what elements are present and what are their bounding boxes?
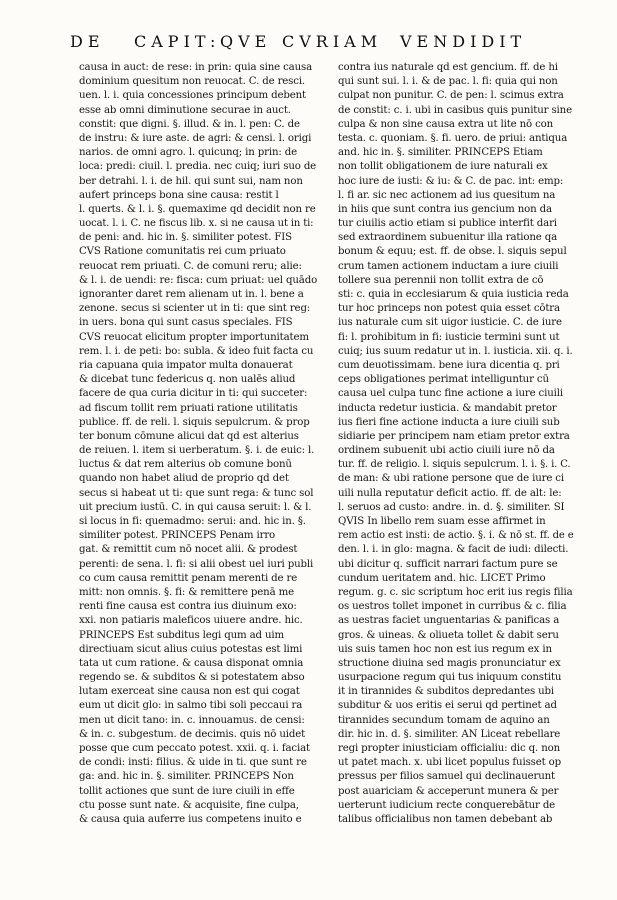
text-line: in uers. bona qui sunt casus speciales. FIS [79, 317, 293, 329]
text-line: testa. c. quoniam. §. fi. uero. de priui: antiqua [338, 132, 568, 144]
text-line: ber detrahi. l. i. de hil. qui sunt sui, nam non [79, 175, 303, 187]
text-line: regendo se. & subditos & si potestatem abso [79, 672, 305, 684]
text-line: tur hoc princeps non potest quia esset cōtra [338, 303, 560, 315]
text-line: constit: que digni. §. illud. & in. l. pen: C. de [79, 118, 300, 130]
text-line: dominium quesitum non reuocat. C. de resci. [79, 76, 306, 88]
header-word-5: VENDIDIT [400, 32, 527, 51]
text-line: in hiis que sunt contra ius gencium non da [338, 203, 552, 215]
text-line: ius fieri fine actione inducta a iure ciuili sub [338, 416, 560, 428]
text-line: non tollit obligationem de iure naturali ex [338, 161, 548, 173]
text-line: similiter potest. PRINCEPS Penam irro [79, 530, 276, 542]
text-line: facere de qua curia dicitur in ti: qui succeter: [79, 388, 308, 400]
text-line: cum deuotissimam. bene iura dicentia q. pri [338, 359, 560, 371]
header-word-1: DE [70, 32, 105, 51]
text-line: directiuam sicut alius cuius potestas est limi [79, 643, 303, 655]
text-line: renti fine causa est contra ius diuinum exo: [79, 601, 297, 613]
text-line: de condi: insti: filius. & uide in ti. que sunt re [79, 757, 307, 769]
text-line: lutam exerceat sine causa non est qui cogat [79, 686, 300, 698]
text-line: culpa & non sine causa extra ut lite nō con [338, 118, 554, 130]
text-line: & causa quia auferre ius competens inuito e [79, 813, 302, 825]
text-line: rem. l. i. de peti: bo: subla. & ideo fuit facta cu [79, 345, 314, 357]
text-line: publice. ff. de reli. l. siquis sepulcrum. & prop [79, 416, 310, 428]
text-line: cundum ueritatem and. hic. LICET Primo [338, 572, 546, 584]
text-line: subditur & uos eritis ei serui qd pertinet ad [338, 700, 557, 712]
text-line: sidiarie per principem nam etiam pretor extra [338, 430, 570, 442]
text-line: CVS reuocat elicitum propter importunitatem [79, 331, 309, 343]
text-line: uili nulla reputatur deficit actio. ff. de alt: le: [338, 487, 562, 499]
text-line: de reiuen. l. item si uerberatum. §. i. de euic: l. [79, 445, 315, 457]
text-line: secus si habeat ut ti: que sunt rega: & tunc sol [79, 487, 314, 499]
right-text-column [338, 61, 574, 851]
text-line: ut patet mach. x. ubi licet populus fuisset op [338, 757, 561, 769]
text-line: de peni: and. hic in. §. similiter potest. FIS [79, 232, 292, 244]
text-line: ius naturale cum sit uigor iusticie. C. de iure [338, 317, 562, 329]
text-line: loca: predi: ciuil. l. predia. nec cuiq; iuri suo de [79, 161, 317, 173]
text-line: perenti: de sena. l. fi: si alii obest uel iuri publi [79, 558, 314, 570]
text-line: ga: and. hic in. §. similiter. PRINCEPS Non [79, 771, 294, 783]
header-word-2: CAPIT: [134, 32, 221, 51]
text-line: luctus & dat rem alterius ob comune bonū [79, 459, 292, 471]
text-line: bonum & equu; est. ff. de obse. l. siquis sepul [338, 246, 567, 258]
text-line: reuocat rem priuati. C. de comuni reru; alie: [79, 260, 302, 272]
text-line: fi: l. prohibitum in fi: iusticie termini sunt ut [338, 331, 560, 343]
text-line: ordinem subuenit ubi actio ciuili iure nō da [338, 445, 555, 457]
text-line: and. hic in. §. similiter. PRINCEPS Etiam [338, 147, 543, 159]
text-line: l. seruos ad custo: andre. in. d. §. similiter. SI [338, 501, 565, 513]
text-line: narios. de omni agro. l. quicunq; in prin: de [79, 147, 297, 159]
text-line: usurpacione regum qui tus iniquum constitu [338, 672, 562, 684]
text-line: causa uel culpa tunc fine actione a iure ciuili [338, 388, 563, 400]
text-line: esse ab omni diminutione securae in auct. [79, 104, 291, 116]
text-line: ceps obligationes perimat intelliguntur cū [338, 374, 549, 386]
text-line: & dicebat tunc federicus q. non ualēs aliud [79, 374, 296, 386]
text-line: as uestras faciet unguentarias & panificas a [338, 615, 560, 627]
text-line: os uestros tollet imponet in curribus & c. filia [338, 601, 567, 613]
text-line: regum. g. c. sic scriptum hoc erit ius regis filia [338, 586, 573, 598]
text-line: uen. l. i. quia concessiones principum debent [79, 90, 306, 102]
header-word-4: CVRIAM [282, 32, 383, 51]
text-line: talibus officialibus non tamen debebant ab [338, 813, 553, 825]
text-line: xxi. non patiaris maleficos uiuere andre. hic. [79, 615, 303, 627]
text-line: si locus in fi: quemadmo: serui: and. hic in. §. [79, 516, 306, 527]
text-line: ter bonum cōmune alicui dat qd est alterius [79, 430, 299, 442]
text-line: uis suis tamen hoc non est ius regum ex in [338, 643, 552, 655]
text-line: de man: & ubi ratione persone que de iure ci [338, 473, 564, 485]
header-word-3: QVE [220, 32, 272, 51]
text-line: pressus per filios samuel qui declinauerunt [338, 771, 555, 783]
text-line: sti: c. quia in ecclesiarum & quia iusticia reda [338, 289, 569, 300]
text-line: de constit: c. i. ubi in casibus quis punitur sine [338, 104, 572, 116]
text-line: dir. hic in. d. §. similiter. AN Liceat rebellare [338, 728, 561, 740]
text-line: tollit actiones que sunt de iure ciuili in effe [79, 785, 295, 797]
text-line: eum ut dicit glo: in salmo tibi soli peccaui ra [79, 700, 303, 712]
text-line: men ut dicit tano: in. c. innouamus. de censi: [79, 714, 305, 726]
text-line: ubi dicitur q. sufficit narrari factum pure se [338, 558, 558, 570]
text-line: posse que cum peccato potest. xxii. q. i. faciat [79, 743, 310, 754]
text-line: ctu posse sunt nate. & acquisite, fine culpa, [79, 799, 299, 811]
text-line: culpat non punitur. C. de pen: l. scimus extra [338, 90, 564, 102]
text-line: contra ius naturale qd est gencium. ff. de hi [338, 62, 558, 73]
text-line: gros. & uineas. & oliueta tollet & dabit seru [338, 629, 559, 641]
text-line: tur. ff. de religio. l. siquis sepulcrum. l. i. §. i. C. [338, 459, 571, 471]
text-line: PRINCEPS Est subditus legi qum ad uim [79, 629, 285, 641]
text-line: ignoranter daret rem alienam ut in. l. bene a [79, 289, 304, 300]
text-line: inducta redetur iusticia. & mandabit pretor [338, 402, 557, 414]
text-line: tata ut cum ratione. & causa disponat omnia [79, 657, 304, 669]
text-line: tollere sua perennii non tollit extra de cō [338, 274, 544, 286]
text-line: quando non habet aliud de proprio qd det [79, 473, 289, 485]
text-line: causa in auct: de rese: in prin: quia sine causa [79, 62, 313, 73]
text-line: qui sunt sui. l. i. & de pac. l. fi: quia qui non [338, 76, 558, 88]
text-line: CVS Ratione comunitatis rei cum priuato [79, 246, 286, 258]
text-line: aufert princeps bona sine causa: restit l [79, 189, 279, 201]
text-line: uerterunt iudicium recte conquerebātur de [338, 799, 556, 811]
text-line: & in. c. subgestum. de decimis. quis nō uidet [79, 728, 306, 740]
text-line: uit precium iustū. C. in qui causa seruit: l. & l. [79, 501, 312, 513]
text-line: regi propter iniusticiam officialiu: dic q. non [338, 743, 560, 754]
text-line: tirannides secundum tomam de aquino an [338, 714, 550, 726]
text-line: structione diuina sed magis pronunciatur ex [338, 657, 561, 669]
text-line: ad fiscum tollit rem priuati ratione utilitatis [79, 402, 298, 414]
text-line: crum tamen actionem inductam a iure ciuili [338, 260, 559, 272]
running-header [70, 32, 570, 54]
text-line: l. fi ar. sic nec actionem ad ius quesitum na [338, 189, 556, 201]
left-text-column [79, 61, 317, 851]
text-line: it in tirannides & subditos depredantes ubi [338, 686, 555, 698]
text-line: uocat. l. i. C. ne fiscus lib. x. si ne causa ut in ti: [79, 218, 314, 230]
text-line: ria capuana quia impator multa donauerat [79, 359, 293, 371]
text-line: & l. i. de uendi: re: fisca: cum priuat: uel quādo [79, 274, 317, 286]
text-line: zenone. secus si scienter ut in ti: que sint reg: [79, 303, 311, 315]
text-line: l. querts. & l. i. §. quemaxime qd decidit non re [79, 203, 316, 215]
text-line: co cum causa remittit penam merenti de re [79, 572, 298, 584]
text-line: gat. & remittit cum nō nocet alii. & prodest [79, 544, 298, 556]
text-line: de instru: & iure aste. de agri: & censi. l. origi [79, 132, 312, 144]
text-line: rem actio est insti: de actio. §. i. & nō st. ff. de e [338, 530, 574, 542]
text-line: sed extraordinem subuenitur illa ratione qa [338, 232, 558, 244]
text-line: post auariciam & acceperunt munera & per [338, 785, 559, 797]
text-line: tur ciuilis actio etiam si publice interfit dari [338, 218, 557, 230]
text-line: den. l. i. in glo: magna. & facit de iudi: dilecti. [338, 544, 569, 556]
text-line: hoc iure de iusti: & iu: & C. de pac. int: emp: [338, 175, 564, 187]
text-line: mitt: non omnis. §. fi: & remittere penā me [79, 586, 294, 598]
text-line: cuiq; ius suum redatur ut in. l. iusticia. xii. q. i. [338, 345, 573, 357]
text-line: QVIS In libello rem suam esse affirmet in [338, 516, 546, 527]
